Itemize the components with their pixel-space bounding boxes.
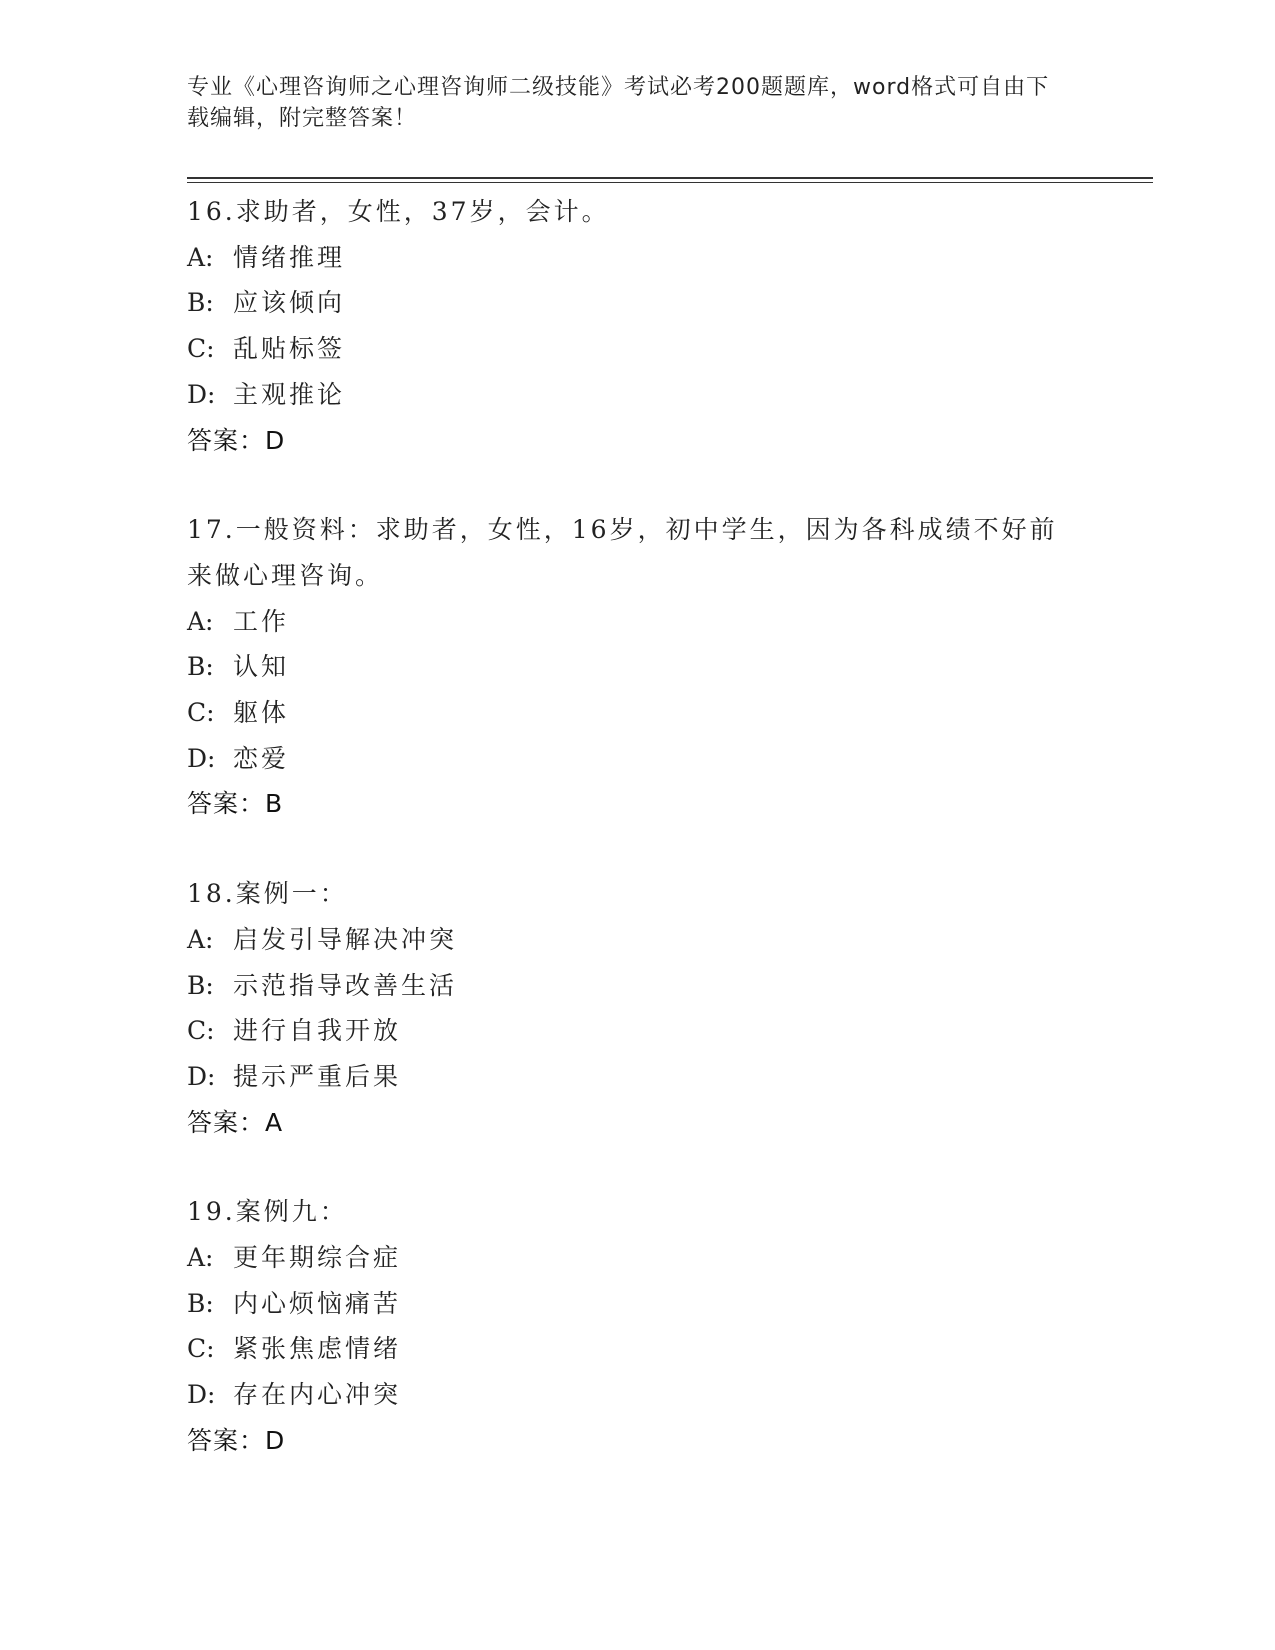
answer-label: 答案：B: [187, 789, 284, 819]
header-divider-thin: [187, 182, 1153, 183]
option-c: [187, 690, 1087, 736]
option-letter: D:: [187, 1061, 216, 1091]
option-a: [187, 235, 1087, 281]
option-text: 工作: [233, 606, 290, 636]
option-letter: C:: [187, 1016, 215, 1046]
option-letter: C:: [187, 698, 215, 728]
question-list: [187, 189, 1087, 1508]
option-letter: D:: [187, 743, 216, 773]
option-d: [187, 372, 1087, 418]
option-text: 紧张焦虑情绪: [233, 1334, 402, 1364]
option-text: 提示严重后果: [233, 1061, 402, 1091]
option-letter: A:: [187, 606, 214, 636]
option-b: [187, 963, 1087, 1009]
option-letter: B:: [187, 970, 214, 1000]
answer-label: 答案：A: [187, 1107, 284, 1137]
question-19: [187, 1189, 1087, 1463]
option-a: [187, 917, 1087, 963]
option-letter: A:: [187, 924, 214, 954]
option-a: [187, 1235, 1087, 1281]
option-letter: D:: [187, 379, 216, 409]
document-header: 专业《心理咨询师之心理咨询师二级技能》考试必考200题题库，word格式可自由下载编辑，附完整答案！: [187, 75, 1050, 131]
option-b: [187, 1281, 1087, 1327]
option-letter: B:: [187, 288, 214, 318]
question-stem: 18.案例一：: [187, 879, 348, 909]
question-17: [187, 507, 1087, 827]
option-text: 存在内心冲突: [233, 1380, 402, 1410]
option-letter: B:: [187, 1288, 214, 1318]
option-letter: B:: [187, 652, 214, 682]
option-b: [187, 644, 1087, 690]
option-text: 进行自我开放: [233, 1016, 402, 1046]
option-text: 应该倾向: [233, 288, 346, 318]
option-text: 启发引导解决冲突: [233, 924, 458, 954]
option-c: [187, 326, 1087, 372]
option-d: [187, 1372, 1087, 1418]
option-d: [187, 1054, 1087, 1100]
option-d: [187, 736, 1087, 782]
option-text: 情绪推理: [233, 242, 346, 272]
option-b: [187, 280, 1087, 326]
option-text: 内心烦恼痛苦: [233, 1288, 402, 1318]
question-16: [187, 189, 1087, 463]
option-c: [187, 1326, 1087, 1372]
option-text: 躯体: [233, 698, 290, 728]
option-text: 认知: [233, 652, 290, 682]
option-a: [187, 599, 1087, 645]
option-letter: C:: [187, 1334, 215, 1364]
answer-label: 答案：D: [187, 425, 286, 455]
header-divider-thick: [187, 177, 1153, 179]
option-text: 示范指导改善生活: [233, 970, 458, 1000]
question-stem: 16.求助者，女性，37岁，会计。: [187, 197, 610, 226]
option-text: 恋爱: [233, 743, 290, 773]
option-text: 乱贴标签: [233, 334, 346, 364]
option-c: [187, 1008, 1087, 1054]
option-letter: D:: [187, 1380, 216, 1410]
question-stem: 19.案例九：: [187, 1197, 348, 1227]
option-text: 更年期综合症: [233, 1243, 402, 1273]
question-stem: 17.一般资料：求助者，女性，16岁，初中学生，因为各科成绩不好前来做心理咨询。: [187, 515, 1058, 590]
option-letter: A:: [187, 242, 214, 272]
answer-label: 答案：D: [187, 1425, 286, 1455]
option-letter: C:: [187, 334, 215, 364]
option-letter: A:: [187, 1243, 214, 1273]
option-text: 主观推论: [233, 379, 346, 409]
question-18: [187, 871, 1087, 1145]
